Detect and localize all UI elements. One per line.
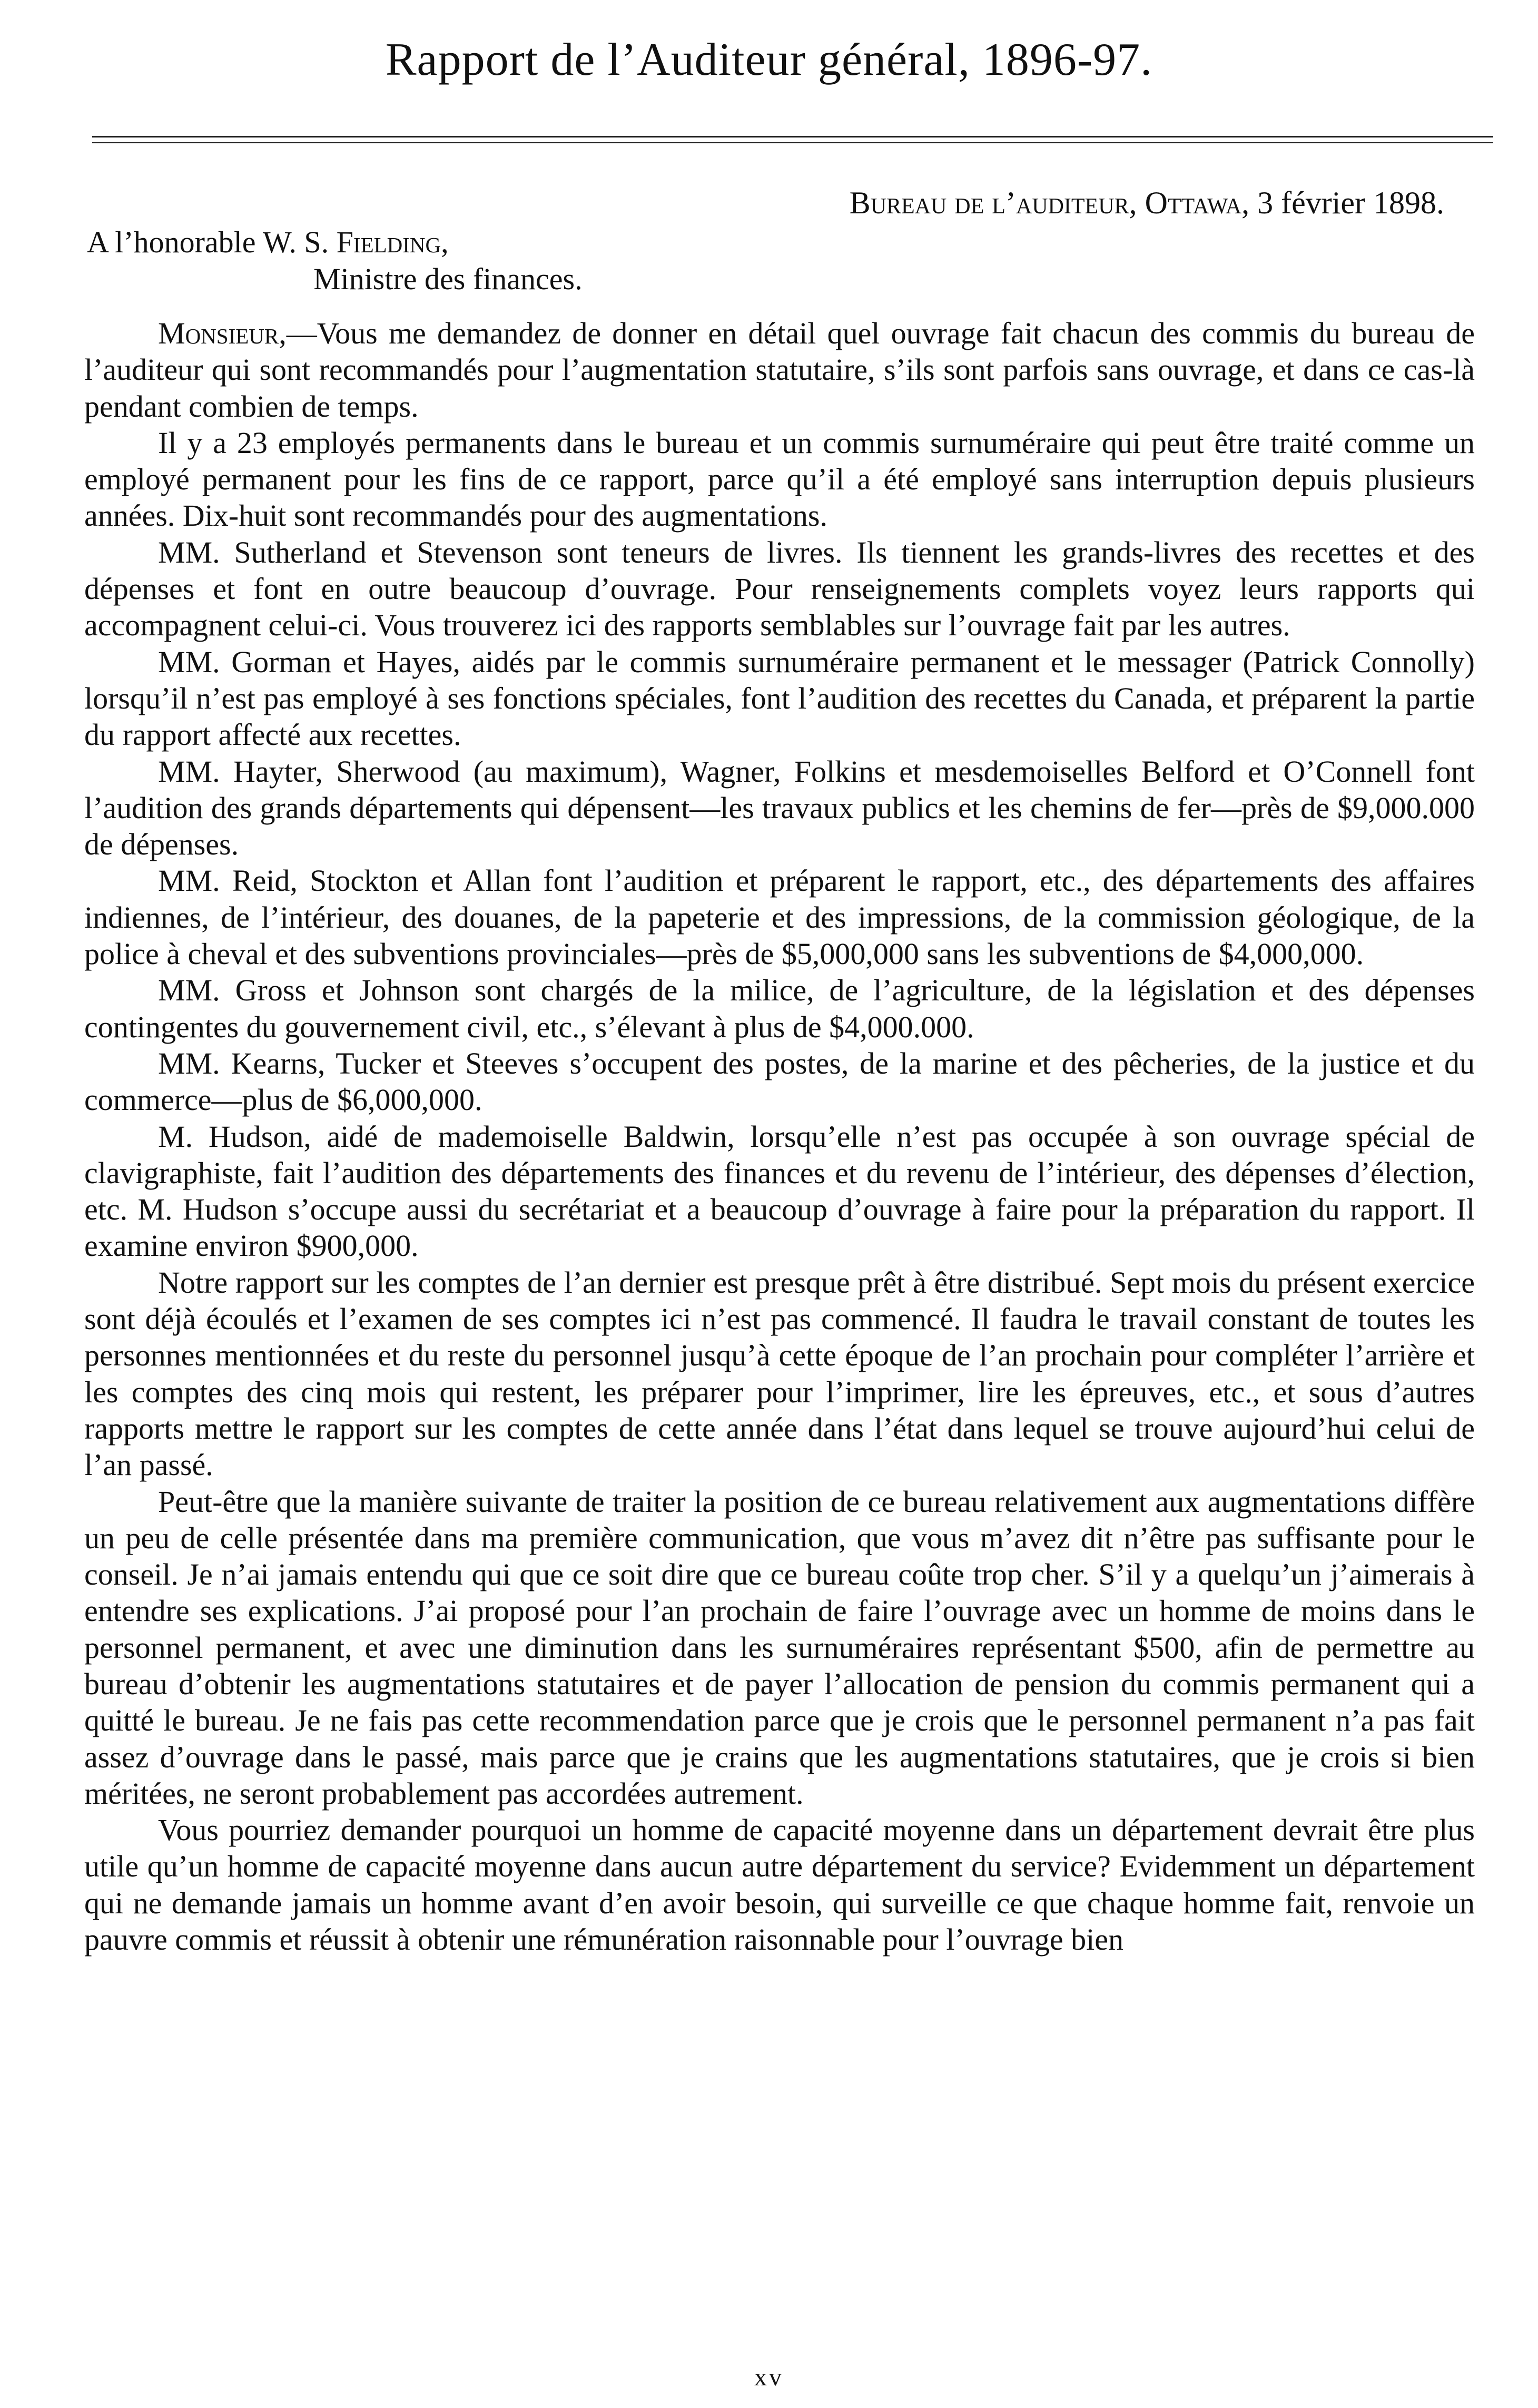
addressee-title: Ministre des finances.	[313, 262, 583, 296]
paragraph: MM. Gorman et Hayes, aidés par le commis surnuméraire permanent et le messager (Patrick Connolly) lorsqu’il n’est pas employé à ses fonctions spéciales, font l’audition des recettes du Canada, et préparent la partie du rapport affecté aux recettes.	[84, 644, 1475, 752]
rule-line	[92, 136, 1493, 137]
paragraph: M. Hudson, aidé de mademoiselle Baldwin, lorsqu’elle n’est pas occupée à son ouvrage spécial de clavigraphiste, fait l’audition des départements des finances et du revenu de l’intérieur, des dépenses d’élection, etc. M. Hudson s’occupe aussi du secrétariat et a beaucoup d’ouvrage à faire pour la préparation du rapport. Il examine environ $900,000.	[84, 1119, 1475, 1263]
dateline	[0, 187, 1444, 219]
addressee-line	[87, 224, 583, 261]
paragraph: Vous pourriez demander pourquoi un homme de capacité moyenne dans un département devrait être plus utile qu’un homme de capacité moyenne dans aucun autre département du service? Evidemment un département qui ne demande jamais un homme avant d’en avoir besoin, qui surveille ce que chaque homme fait, renvoie un pauvre commis et réussit à obtenir une rémunération raisonnable pour l’ouvrage bien	[84, 1813, 1475, 1957]
paragraph: MM. Reid, Stockton et Allan font l’audition et préparent le rapport, etc., des départements des affaires indiennes, de l’intérieur, des douanes, de la papeterie et des impressions, de la commission géologique, de la police à cheval et des subventions provinciales—près de $5,000,000 sans les subventions de $4,000,000.	[84, 863, 1475, 971]
header-rules	[92, 136, 1493, 148]
salutation: Monsieur,	[158, 316, 287, 350]
paragraph: Peut-être que la manière suivante de traiter la position de ce bureau relativement aux augmentations diffère un peu de celle présentée dans ma première communication, que vous m’avez dit n’être pas suffisante pour le conseil. Je n’ai jamais entendu qui que ce soit dire que ce bureau coûte trop cher. S’il y a quelqu’un j’aimerais à entendre ses explications. J’ai proposé pour l’an prochain de faire l’ouvrage avec un homme de moins dans le personnel permanent, et avec une diminution dans les surnuméraires représentant $500, afin de permettre au bureau d’obtenir les augmentations statutaires et de payer l’allocation de pension du commis permanent qui a quitté le bureau. Je ne fais pas cette recommendation parce que je crois que le personnel permanent n’a pas fait assez d’ouvrage dans le passé, mais parce que je crains que les augmentations statutaires, que je crois si bien méritées, ne seront probablement pas accordées autrement.	[84, 1484, 1475, 1811]
paragraph: Il y a 23 employés permanents dans le bureau et un commis surnuméraire qui peut être traité comme un employé permanent pour les fins de ce rapport, parce qu’il a été employé sans interruption depuis plusieurs années. Dix-huit sont recommandés pour des augmentations.	[84, 425, 1475, 533]
addressee-prefix: A l’honorable W. S.	[87, 225, 337, 259]
page-title: Rapport de l’Auditeur général, 1896-97.	[385, 34, 1153, 85]
paragraph	[84, 315, 1475, 425]
paragraph-text: —Vous me demandez de donner en détail quel ouvrage fait chacun des commis du bureau de l’auditeur qui sont recommandés pour l’augmentation statutaire, s’ils sont parfois sans ouvrage, et dans ce cas-là pendant combien de temps.	[84, 316, 1475, 424]
addressee-block	[87, 224, 583, 298]
page-number: xv	[754, 2363, 784, 2391]
rule-line	[92, 142, 1493, 143]
paragraph: MM. Sutherland et Stevenson sont teneurs de livres. Ils tiennent les grands-livres des recettes et des dépenses et font en outre beaucoup d’ouvrage. Pour renseignements complets voyez leurs rapports qui accompagnent celui-ci. Vous trouverez ici des rapports semblables sur l’ouvrage fait par les autres.	[84, 535, 1475, 643]
dateline-office: Bureau de l’auditeur,	[849, 185, 1137, 220]
dateline-date: 3 février 1898.	[1257, 185, 1444, 220]
addressee-name: Fielding,	[336, 225, 449, 259]
paragraph: Notre rapport sur les comptes de l’an dernier est presque prêt à être distribué. Sept mois du présent exercice sont déjà écoulés et l’examen de ses comptes ici n’est pas commencé. Il faudra le travail constant de toutes les personnes mentionnées et du reste du personnel jusqu’à cette époque de l’an prochain pour compléter l’arrière et les comptes des cinq mois qui restent, les préparer pour l’imprimer, lire les épreuves, etc., et sous d’autres rapports mettre le rapport sur les comptes de cette année dans l’état dans lequel se trouve aujourd’hui celui de l’an passé.	[84, 1265, 1475, 1482]
letter-body	[84, 315, 1475, 1958]
dateline-city: Ottawa,	[1145, 185, 1250, 220]
paragraph: MM. Hayter, Sherwood (au maximum), Wagner, Folkins et mesdemoiselles Belford et O’Connell font l’audition des grands départements qui dépensent—les travaux publics et les chemins de fer—près de $9,000.000 de dépenses.	[84, 754, 1475, 862]
paragraph: MM. Gross et Johnson sont chargés de la milice, de l’agriculture, de la législation et des dépenses contingentes du gouvernement civil, etc., s’élevant à plus de $4,000.000.	[84, 973, 1475, 1044]
paragraph: MM. Kearns, Tucker et Steeves s’occupent des postes, de la marine et des pêcheries, de la justice et du commerce—plus de $6,000,000.	[84, 1046, 1475, 1117]
